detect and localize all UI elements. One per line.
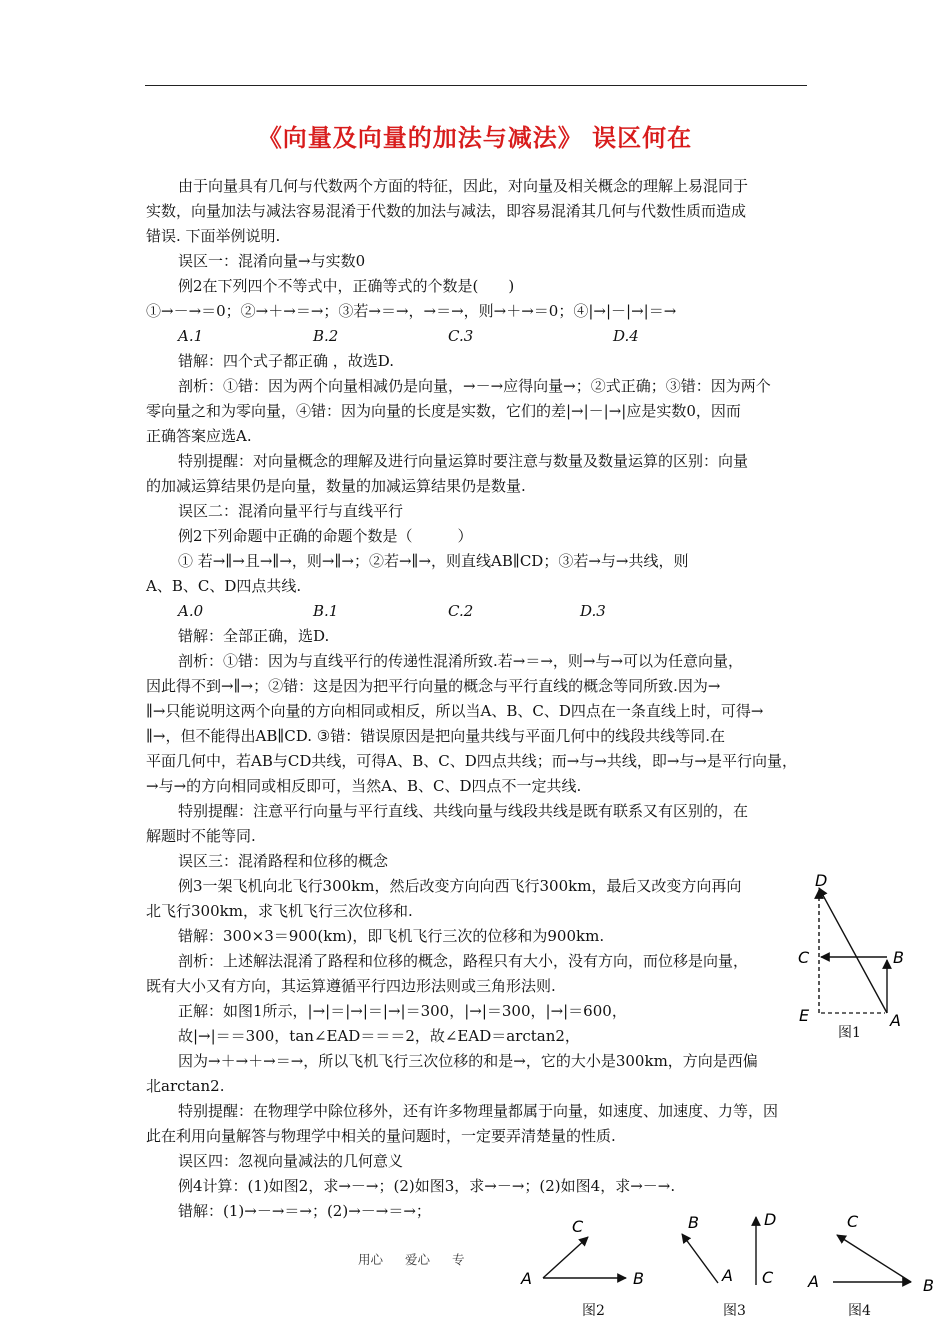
text-line: ∥→，但不能得出AB∥CD. ③错：错误原因是把向量共线与平面几何中的线段共线等同.在: [146, 727, 726, 745]
label-d: D: [764, 1210, 777, 1229]
label-c: C: [798, 948, 810, 967]
text-line: 特别提醒：注意平行向量与平行直线、共线向量与线段共线是既有联系又有区别的，在: [178, 802, 749, 820]
label-e: E: [799, 1006, 810, 1025]
footer-word: 专: [452, 1252, 465, 1267]
figure-4: [805, 1205, 945, 1300]
figure-1-caption: 图1: [838, 1025, 861, 1041]
text-line: 误区三：混淆路程和位移的概念: [178, 852, 389, 870]
page-title: 《向量及向量的加法与减法》 误区何在: [257, 124, 693, 152]
text-line: 既有大小又有方向，其运算遵循平行四边形法则或三角形法则.: [146, 977, 556, 995]
label-b: B: [688, 1213, 699, 1232]
option-a: A.1: [178, 327, 204, 345]
text-line: ①→－→＝0；②→＋→＝→；③若→＝→，→＝→，则→＋→＝0；④|→|－|→|＝→: [146, 302, 677, 320]
text-line: 特别提醒：对向量概念的理解及进行向量运算时要注意与数量及数量运算的区别：向量: [178, 452, 749, 470]
text-line: 实数，向量加法与减法容易混淆于代数的加法与减法，即容易混淆其几何与代数性质而造成: [146, 202, 747, 220]
text-line: 北飞行300km，求飞机飞行三次位移和.: [146, 902, 413, 920]
text-line: 解题时不能等同.: [146, 827, 256, 845]
label-a: A: [722, 1266, 733, 1285]
option-d: D.3: [580, 602, 606, 620]
label-b: B: [633, 1269, 644, 1288]
label-a: A: [808, 1272, 819, 1291]
text-line: 例3一架飞机向北飞行300km，然后改变方向向西飞行300km，最后又改变方向再向: [178, 877, 742, 895]
text-line: 因此得不到→∥→；②错：这是因为把平行向量的概念与平行直线的概念等同所致.因为→: [146, 677, 721, 695]
text-line: 例4计算：(1)如图2，求→－→；(2)如图3，求→－→；(2)如图4，求→－→.: [178, 1177, 676, 1195]
text-line: 误区一：混淆向量→与实数0: [178, 252, 366, 270]
text-line: 错解：(1)→－→＝→；(2)→－→＝→；: [178, 1202, 431, 1220]
text-line: 误区四：忽视向量减法的几何意义: [178, 1152, 404, 1170]
option-b: B.2: [313, 327, 339, 345]
text-line: 平面几何中，若AB与CD共线，可得A、B、C、D四点共线；而→与→共线，即→与→是平行向量，: [146, 752, 797, 770]
text-line: 剖析：上述解法混淆了路程和位移的概念，路程只有大小，没有方向，而位移是向量，: [178, 952, 749, 970]
label-c: C: [762, 1268, 774, 1287]
option-c: C.2: [448, 602, 474, 620]
option-d: D.4: [613, 327, 639, 345]
footer-word: 爱心: [405, 1252, 431, 1267]
text-line: 零向量之和为零向量，④错：因为向量的长度是实数，它们的差|→|－|→|应是实数0，因而: [146, 402, 741, 420]
figure-3: [670, 1205, 790, 1300]
text-line: 错误. 下面举例说明.: [146, 227, 281, 245]
text-line: 此在利用向量解答与物理学中相关的量问题时，一定要弄清楚量的性质.: [146, 1127, 616, 1145]
option-c: C.3: [448, 327, 474, 345]
text-line: 例2在下列四个不等式中，正确等式的个数是( ): [178, 277, 515, 295]
text-line: 正解：如图1所示，|→|＝|→|＝|→|＝300，|→|＝300，|→|＝600，: [178, 1002, 627, 1020]
text-line: 因为→＋→＋→＝→，所以飞机飞行三次位移的和是→，它的大小是300km，方向是西偏: [178, 1052, 758, 1070]
text-line: 剖析：①错：因为与直线平行的传递性混淆所致.若→＝→，则→与→可以为任意向量，: [178, 652, 744, 670]
label-b: B: [893, 948, 904, 967]
text-line: 故|→|＝＝300，tan∠EAD＝＝＝2，故∠EAD＝arctan2，: [178, 1027, 580, 1045]
option-b: B.1: [313, 602, 339, 620]
page-footer: [358, 1250, 483, 1268]
label-a: A: [521, 1269, 532, 1288]
label-d: D: [815, 871, 828, 890]
header-rule: [145, 85, 807, 86]
text-line: 由于向量具有几何与代数两个方面的特征，因此，对向量及相关概念的理解上易混同于: [178, 177, 749, 195]
footer-word: 用心: [358, 1252, 384, 1267]
text-line: 剖析：①错：因为两个向量相减仍是向量，→－→应得向量→；②式正确；③错：因为两个: [178, 377, 771, 395]
text-line: 错解：四个式子都正确 ，故选D.: [178, 352, 395, 370]
figure-2-caption: 图2: [582, 1303, 605, 1319]
label-a: A: [890, 1011, 901, 1028]
label-c: C: [847, 1212, 859, 1231]
text-line: A、B、C、D四点共线.: [146, 577, 302, 595]
text-line: 特别提醒：在物理学中除位移外，还有许多物理量都属于向量，如速度、加速度、力等，因: [178, 1102, 779, 1120]
text-line: 的加减运算结果仍是向量，数量的加减运算结果仍是数量.: [146, 477, 526, 495]
text-line: 误区二：混淆向量平行与直线平行: [178, 502, 404, 520]
option-a: A.0: [178, 602, 204, 620]
text-line: →与→的方向相同或相反即可，当然A、B、C、D四点不一定共线.: [146, 777, 582, 795]
text-line: ∥→只能说明这两个向量的方向相同或相反，所以当A、B、C、D四点在一条直线上时，可得→: [146, 702, 764, 720]
text-line: 例2下列命题中正确的命题个数是（ ）: [178, 527, 473, 545]
text-line: ① 若→∥→且→∥→，则→∥→；②若→∥→，则直线AB∥CD；③若→与→共线，则: [178, 552, 689, 570]
figure-3-caption: 图3: [723, 1303, 746, 1319]
figure-4-caption: 图4: [848, 1303, 871, 1319]
figure-2: [515, 1210, 655, 1300]
text-line: 正确答案应选A.: [146, 427, 252, 445]
label-c: C: [572, 1217, 584, 1236]
label-b: B: [923, 1276, 934, 1295]
text-line: 错解：全部正确，选D.: [178, 627, 330, 645]
text-line: 北arctan2.: [146, 1077, 225, 1095]
text-line: 错解：300×3＝900(km)，即飞机飞行三次的位移和为900km.: [178, 927, 605, 945]
figure-1: [795, 868, 915, 1028]
